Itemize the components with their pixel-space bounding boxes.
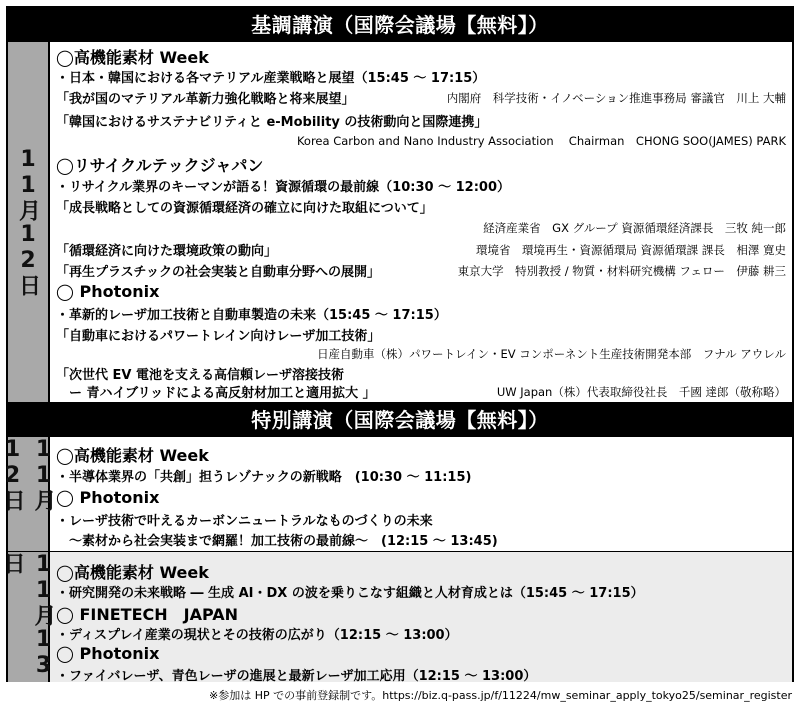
session-line: ・ファイバレーザ、青色レーザの進展と最新レーザ加工応用（12:15 ～ 13:00） xyxy=(56,669,537,684)
special-content-nov13 xyxy=(56,552,786,682)
expo-heading: ◯ Photonix xyxy=(56,644,160,663)
speaker-line: 環境省 環境再生・資源循環局 資源循環課 課長 相澤 寛史 xyxy=(476,243,786,257)
session-line: ・研究開発の未来戦略 ― 生成 AI・DX の波を乗りこなす組織と人材育成とは（15:45 ～ 17:15） xyxy=(56,586,644,601)
expo-heading: ◯ Photonix xyxy=(56,282,160,301)
speaker-line: 日産自動車（株）パワートレイン・EV コンポーネント生産技術開発本部 フナル アウレル xyxy=(317,347,786,361)
talk-title: ー 青ハイブリッドによる高反射材加工と適用拡大 」 xyxy=(56,386,376,401)
date-label: 11月13日 xyxy=(0,552,56,679)
talk-title: 「再生プラスチックの社会実装と自動車分野への展開」 xyxy=(56,265,380,280)
speaker-line: Korea Carbon and Nano Industry Association Chairman CHONG SOO(JAMES) PARK xyxy=(296,134,786,148)
speaker-line: 東京大学 特別教授 / 物質・材料研究機構 フェロー 伊藤 耕三 xyxy=(457,264,786,278)
talk-title: 「自動車におけるパワートレイン向けレーザ加工技術」 xyxy=(56,329,381,344)
date-label: 11月12日 xyxy=(15,147,41,297)
keynote-banner: 基調講演（国際会議場【無料】） xyxy=(8,8,792,42)
date-column xyxy=(0,437,56,551)
talk-title: 「次世代 EV 電池を支える高信頼レーザ溶接技術 xyxy=(56,368,344,383)
special-lecture-banner: 特別講演（国際会議場【無料】） xyxy=(8,403,792,437)
date-label: 11月12日 xyxy=(0,437,56,512)
schedule-frame xyxy=(0,6,794,684)
talk-title: 「成長戦略としての資源循環経済の確立に向けた取組について」 xyxy=(56,201,433,216)
talk-title: 「韓国におけるサステナビリティと e-Mobility の技術動向と国際連携」 xyxy=(56,115,488,130)
session-line: ・ディスプレイ産業の現状とその技術の広がり（12:15 ～ 13:00） xyxy=(56,628,458,643)
talk-title: 「循環経済に向けた環境政策の動向」 xyxy=(56,244,278,259)
expo-heading: ◯リサイクルテックジャパン xyxy=(56,156,264,175)
date-column xyxy=(0,552,56,682)
date-column xyxy=(8,42,50,402)
keynote-content xyxy=(56,42,786,402)
expo-heading: ◯高機能素材 Week xyxy=(56,48,209,67)
session-line: ・レーザ技術で叶えるカーボンニュートラルなものづくりの未来 xyxy=(56,514,433,529)
session-line: ・日本・韓国における各マテリアル産業戦略と展望（15:45 ～ 17:15） xyxy=(56,71,486,86)
session-line: ・半導体業界の「共創」担うレゾナックの新戦略 (10:30 ～ 11:15) xyxy=(56,470,472,485)
speaker-line: 内閣府 科学技術・イノベーション推進事務局 審議官 川上 大輔 xyxy=(446,91,786,105)
session-line: ・リサイクル業界のキーマンが語る！資源循環の最前線（10:30 ～ 12:00） xyxy=(56,180,510,195)
keynote-day-nov12 xyxy=(8,42,792,403)
expo-heading: ◯高機能素材 Week xyxy=(56,563,209,582)
special-content-nov12 xyxy=(56,437,786,551)
expo-heading: ◯高機能素材 Week xyxy=(56,446,209,465)
expo-heading: ◯ FINETECH JAPAN xyxy=(56,605,239,624)
registration-footnote: ※参加は HP での事前登録制です。https://biz.q-pass.jp/f/11224/mw_seminar_apply_tokyo25/seminar_register xyxy=(208,689,792,702)
session-line: ・革新的レーザ加工技術と自動車製造の未来（15:45 ～ 17:15） xyxy=(56,308,447,323)
special-day-nov13 xyxy=(0,552,792,684)
special-day-nov12 xyxy=(0,437,792,552)
talk-title: 「我が国のマテリアル革新力強化戦略と将来展望」 xyxy=(56,92,355,107)
speaker-line: UW Japan（株）代表取締役社長 千國 達郎（敬称略） xyxy=(496,385,786,399)
session-line: ～素材から社会実装まで網羅！加工技術の最前線～ (12:15 ～ 13:45) xyxy=(56,534,498,549)
speaker-line: 経済産業省 GX グループ 資源循環経済課長 三牧 純一郎 xyxy=(483,221,786,235)
expo-heading: ◯ Photonix xyxy=(56,488,160,507)
